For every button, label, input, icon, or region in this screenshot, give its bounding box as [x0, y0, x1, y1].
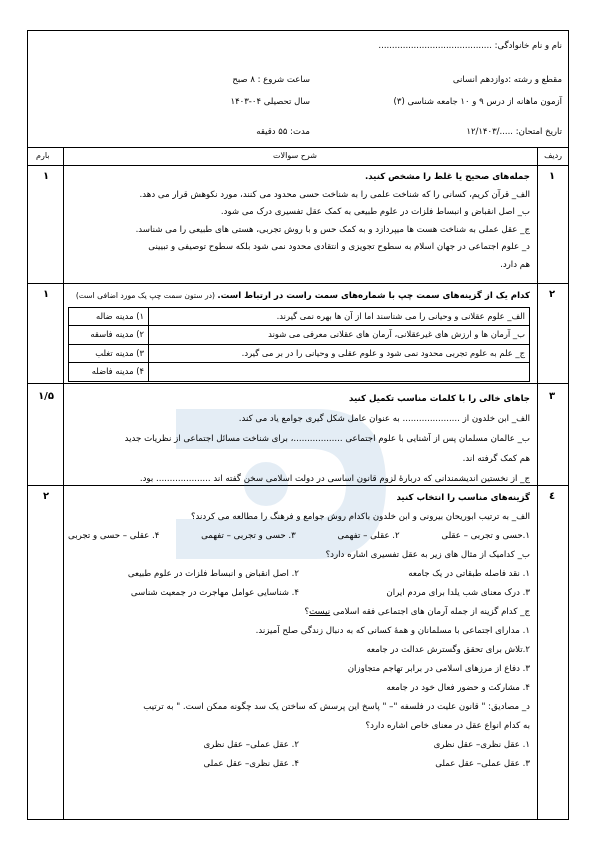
question-score: ۱	[42, 171, 50, 182]
column-header-questions: شرح سوالات	[273, 151, 317, 160]
table-top-rule	[28, 147, 568, 148]
answer-option[interactable]: ۱. عقل نظری– عقل نظری	[433, 740, 530, 750]
statement-line: الف_ قرآن کریم، کسانی را که شناخت علمی را به شناخت حسی محدود می کنند، مورد نکوهش قرار می دهد.	[139, 189, 530, 200]
question-3	[68, 389, 530, 489]
matching-option: ۱) مدینه ضاله	[69, 307, 149, 326]
answer-option[interactable]: ۴. عقلی – حسی و تجربی	[68, 531, 160, 541]
student-name-field[interactable]: نام و نام خانوادگی: ..........................................	[378, 41, 562, 51]
academic-year: سال تحصیلی ۰۴-۱۴۰۳	[230, 97, 310, 107]
answer-option[interactable]: ۱.حسی و تجربی – عقلی	[441, 531, 530, 541]
answer-option[interactable]: ۴. عقل نظری– عقل عملی	[203, 759, 299, 769]
statement-line: ب_ اصل انقباض و انبساط فلزات در علوم طبیعی به کمک عقل تفسیری درک می شود.	[220, 207, 530, 217]
matching-statement	[149, 363, 530, 382]
answer-option[interactable]: ۳. عقل عملی– عقل عملی	[435, 759, 530, 769]
answer-option[interactable]: ۳. درک معنای شب یلدا برای مردم ایران	[386, 588, 530, 598]
start-time: ساعت شروع : ۸ صبح	[232, 75, 310, 85]
question-title: گزینه‌های مناسب را انتخاب کنید	[396, 493, 530, 503]
question-title: کدام یک از گزینه‌های سمت چپ با شماره‌های سمت راست در ارتباط است.	[217, 291, 530, 301]
question-4	[68, 489, 530, 774]
question-1	[68, 169, 530, 274]
matching-statement: الف_ علوم عقلانی و وحیانی را می شناسند اما از آن ها بهره نمی گیرند.	[149, 307, 530, 326]
matching-option: ۲) مدینه فاسقه	[69, 326, 149, 345]
options-row	[68, 527, 530, 546]
column-header-score: بارم	[36, 151, 50, 160]
matching-table	[68, 307, 530, 382]
question-score: ۲	[42, 491, 50, 502]
question-note: (در ستون سمت چپ یک مورد اضافی است)	[75, 291, 218, 300]
options-row	[68, 755, 530, 774]
underlined-word: نیست	[309, 607, 331, 617]
question-title: جمله‌های صحیح یا غلط را مشخص کنید.	[364, 172, 530, 182]
answer-option[interactable]: ۲. اصل انقباض و انبساط فلزات در علوم طبیعی	[127, 569, 299, 579]
answer-option[interactable]: ۲.تلاش برای تحقق وگسترش عدالت در جامعه	[366, 645, 530, 655]
answer-option[interactable]: ۴. شناسایی عوامل مهاجرت در جمعیت شناسی	[130, 588, 299, 598]
options-row	[68, 736, 530, 755]
sub-question-text: ج_ کدام گزینه از جمله آرمان های اجتماعی فقه اسلامی	[330, 607, 530, 617]
fill-blank-line[interactable]: ج_ از نخستین اندیشمندانی که دربارهٔ لزوم قانون اساسی در دولت اسلامی سخن گفته اند .................... بود.	[139, 474, 530, 484]
column-header-row: ردیف	[544, 151, 562, 160]
answer-option[interactable]: ۲. عقل عملی– عقل نظری	[203, 740, 299, 750]
answer-option[interactable]: ۳. دفاع از مرزهای اسلامی در برابر تهاجم متجاوزان	[347, 664, 530, 674]
header-row-rule	[28, 165, 568, 166]
fill-blank-line: هم کمک گرفته اند.	[462, 454, 530, 464]
exam-sheet	[27, 30, 569, 820]
question-score: ۱/۵	[38, 391, 54, 402]
sub-question: ب_ کدامیک از مثال های زیر به عقل تفسیری اشاره دارد؟	[325, 550, 530, 560]
answer-option[interactable]: ۱. مدارای اجتماعی با مسلمانان و همهٔ کسانی که به دنبال زندگی صلح آمیزند.	[255, 626, 530, 636]
fill-blank-line[interactable]: ب_ عالمان مسلمان پس از آشنایی با علوم اجتماعی ..................، برای شناخت مسائل اجتماعی از نظریات جدید	[124, 434, 530, 444]
sub-question: د_ مصادیق: " قانون علیت در فلسفه "– " پاسخ این پرسش که ساختن یک سد چگونه ممکن است. " به ترتیب	[143, 702, 530, 712]
question-number: ۳	[548, 391, 556, 402]
question-number: ۲	[548, 289, 556, 300]
fill-blank-line[interactable]: الف_ ابن خلدون از ..................... به عنوان عامل شکل گیری جوامع یاد می کند.	[238, 414, 530, 424]
question-2	[68, 287, 530, 382]
row-column-rule	[537, 147, 538, 819]
table-row	[69, 326, 530, 345]
answer-option[interactable]: ۲. عقلی – تفهمی	[337, 531, 400, 541]
statement-line: هم دارد.	[500, 259, 530, 270]
exam-duration: مدت: ۵۵ دقیقه	[256, 127, 310, 137]
grade-label: مقطع و رشته :دوازدهم انسانی	[452, 75, 562, 85]
answer-option[interactable]: ۱. نقد فاصله طبقاتی در یک جامعه	[408, 569, 530, 579]
sub-question: به کدام انواع عقل در معنای خاص اشاره دارد؟	[365, 721, 530, 731]
sub-question: الف_ به ترتیب ابوریحان بیرونی و ابن خلدون باکدام روش جوامع و فرهنگ را مطالعه می کردند؟	[190, 512, 530, 522]
table-row	[69, 344, 530, 363]
matching-statement: ج_ علم به علوم تجربی محدود نمی شود و علوم عقلی و وحیانی را در بر می گیرد.	[149, 344, 530, 363]
exam-title: آزمون ماهانه از درس ۹ و ۱۰ جامعه شناسی (۳)	[393, 97, 562, 107]
exam-date: تاریخ امتحان: ...../۱۲/۱۴۰۳	[466, 127, 562, 137]
table-row	[69, 363, 530, 382]
question-number: ٤	[548, 491, 556, 502]
sub-question	[68, 603, 530, 622]
matching-option: ۴) مدینه فاضله	[69, 363, 149, 382]
options-row	[68, 584, 530, 603]
statement-line: د_ علوم اجتماعی در جهان اسلام به سطوح تجویزی و انتقادی محدود نمی شود بلکه سطوح توصیفی و تبیینی	[148, 242, 530, 252]
answer-option[interactable]: ۳. حسی و تجربی – تفهمی	[201, 531, 296, 541]
matching-statement: ب_ آرمان ها و ارزش های غیرعقلانی، آرمان های عقلانی معرفی می شوند	[149, 326, 530, 345]
question-score: ۱	[42, 289, 50, 300]
row-divider	[28, 283, 568, 284]
matching-option: ۳) مدینه تغلب	[69, 344, 149, 363]
question-number: ۱	[548, 171, 556, 182]
options-row	[68, 565, 530, 584]
statement-line: ج_ عقل عملی به شناخت هست ها میپردازد و به کمک حس و با روش تجربی، هستی های طبیعی را می شناسد.	[135, 224, 530, 235]
answer-option[interactable]: ۴. مشارکت و حضور فعال خود در جامعه	[386, 683, 530, 693]
question-title: جاهای خالی را با کلمات مناسب تکمیل کنید	[349, 394, 530, 404]
question-mark: ؟	[304, 607, 310, 617]
table-row	[69, 307, 530, 326]
score-column-rule	[63, 147, 64, 819]
